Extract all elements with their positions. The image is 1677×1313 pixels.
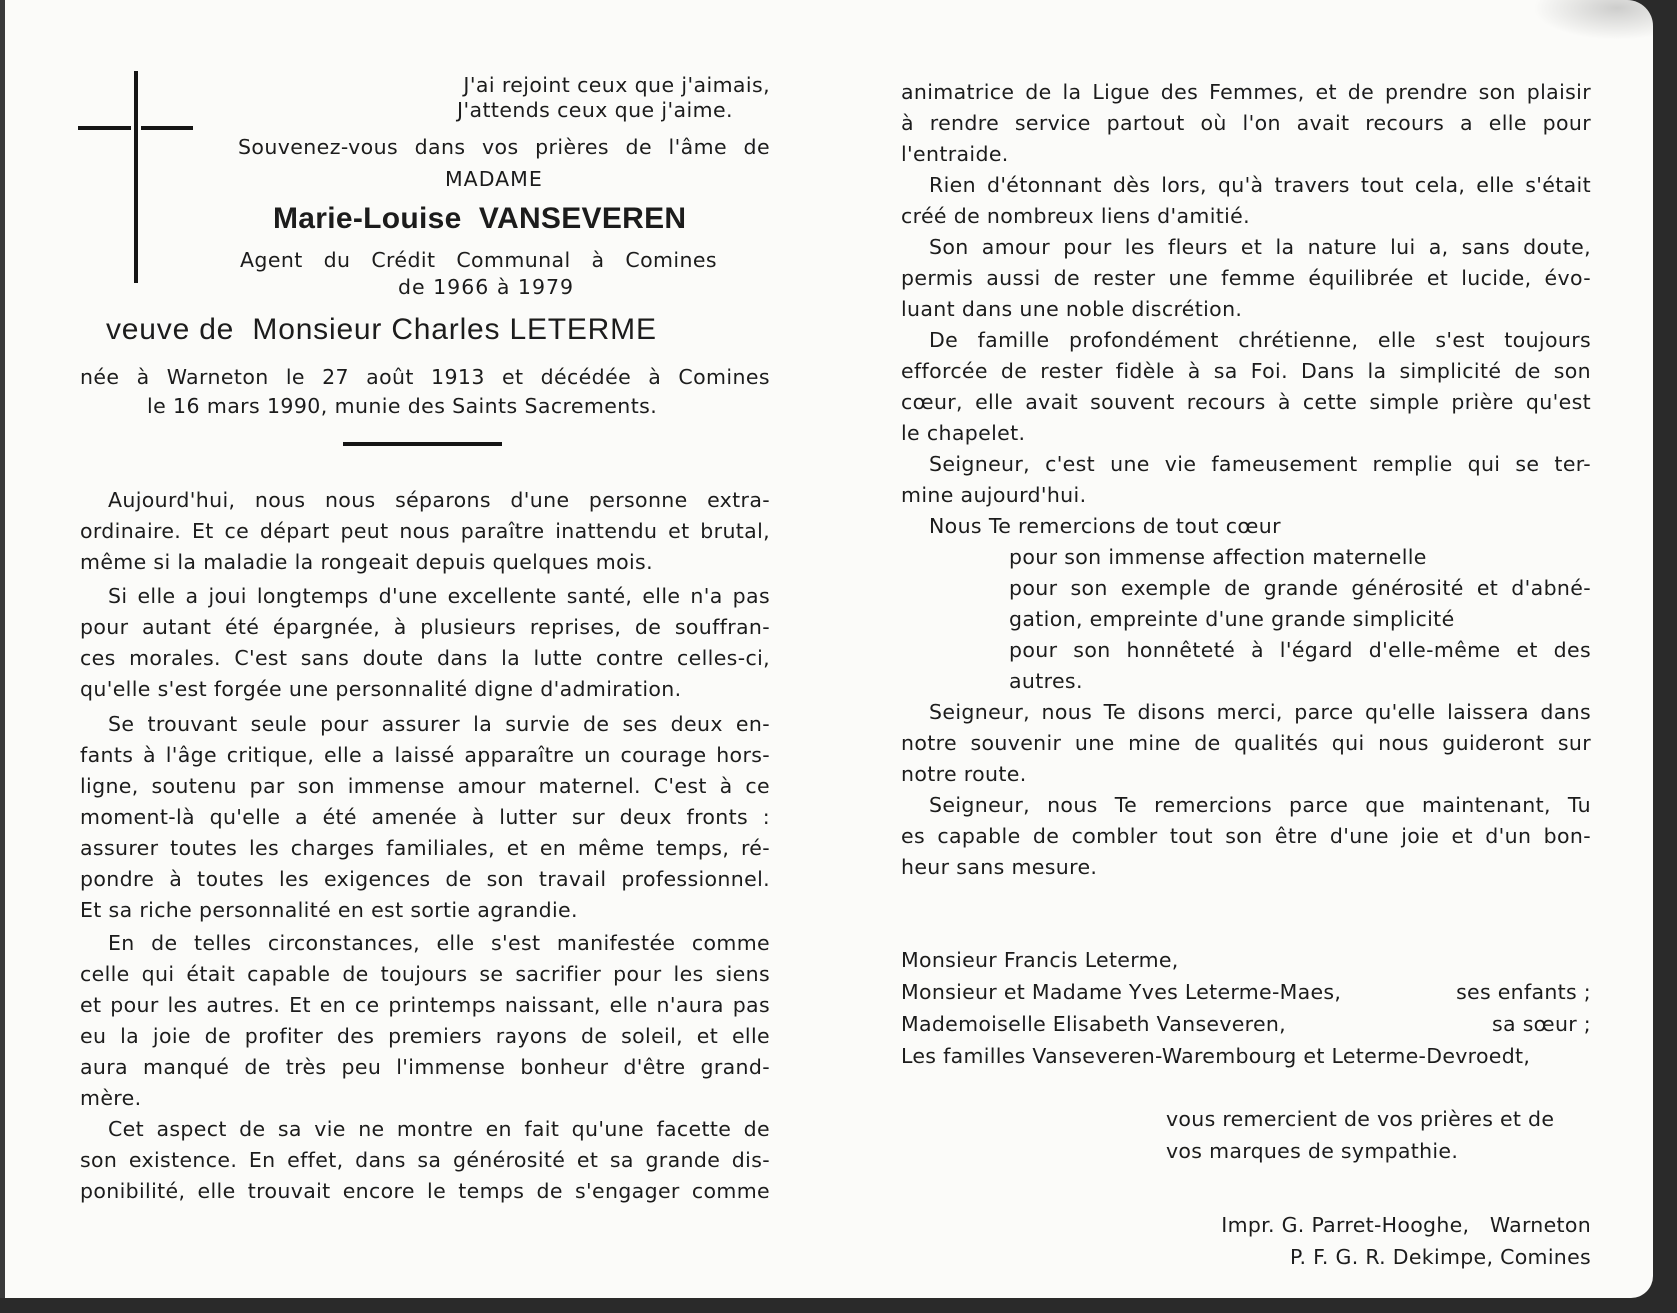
text-line: à rendre service partout où l'on avait recours a elle pour xyxy=(901,111,1591,135)
text-line: notre souvenir une mine de qualités qui nous guideront sur xyxy=(901,731,1591,755)
text-line: ligne, soutenu par son immense amour maternel. C'est à ce xyxy=(80,774,770,798)
text-line: ponibilité, elle trouvait encore le temps de s'engager comme xyxy=(80,1179,770,1203)
text-line: celle qui était capable de toujours se sacrifier pour les siens xyxy=(80,962,770,986)
occupation: Agent du Crédit Communal à Comines xyxy=(240,248,717,272)
text-line: Aujourd'hui, nous nous séparons d'une personne extra- xyxy=(108,488,770,512)
separator-rule xyxy=(343,442,502,446)
paragraph xyxy=(901,511,1591,542)
paragraph xyxy=(901,635,1591,697)
text-line: Seigneur, nous Te remercions parce que maintenant, Tu xyxy=(929,793,1591,817)
text-line: eu la joie de profiter des premiers rayons de soleil, et elle xyxy=(80,1024,770,1048)
paragraph xyxy=(901,170,1591,232)
text-line: pondre à toutes les exigences de son travail professionnel. xyxy=(80,867,770,891)
text-line: De famille profondément chrétienne, elle s'est toujours xyxy=(929,328,1591,352)
widow-of: veuve de Monsieur Charles LETERME xyxy=(106,313,657,346)
text-line: qu'elle s'est forgée une personnalité digne d'admiration. xyxy=(80,677,682,701)
birth-death-line-2: le 16 mars 1990, munie des Saints Sacrements. xyxy=(147,394,658,418)
text-line: notre route. xyxy=(901,762,1027,786)
paper-smudge xyxy=(1533,0,1653,40)
paragraph xyxy=(901,790,1591,883)
text-line: luant dans une noble discrétion. xyxy=(901,297,1243,321)
family-names: Les familles Vanseveren-Warembourg et Leterme-Devroedt, xyxy=(901,1044,1531,1068)
family-names: Monsieur Francis Leterme, xyxy=(901,948,1179,972)
family-line xyxy=(901,976,1591,1008)
text-line: assurer toutes les charges familiales, et en même temps, ré- xyxy=(80,836,770,860)
family-line xyxy=(901,1008,1591,1040)
title-prefix: MADAME xyxy=(445,167,543,191)
family-names: Monsieur et Madame Yves Leterme-Maes, xyxy=(901,980,1342,1004)
text-line: créé de nombreux liens d'amitié. xyxy=(901,204,1251,228)
text-line: pour autant été épargnée, à plusieurs reprises, de souffran- xyxy=(80,615,770,639)
left-column xyxy=(80,485,770,1207)
text-line: moment-là qu'elle a été amenée à lutter sur deux fronts : xyxy=(80,805,770,829)
paragraph xyxy=(901,232,1591,325)
text-line: pour son exemple de grande générosité et d'abné- xyxy=(1009,576,1591,600)
text-line: le chapelet. xyxy=(901,421,1026,445)
text-line: animatrice de la Ligue des Femmes, et de prendre son plaisir xyxy=(901,80,1591,104)
printer-line-2: P. F. G. R. Dekimpe, Comines xyxy=(1290,1245,1591,1269)
text-line: gation, empreinte d'une grande simplicité xyxy=(1009,607,1455,631)
paragraph xyxy=(901,325,1591,449)
paragraph xyxy=(80,709,770,926)
text-line: Son amour pour les fleurs et la nature lui a, sans doute, xyxy=(929,235,1591,259)
text-line: aura manqué de très peu l'immense bonheur d'être grand- xyxy=(80,1055,770,1079)
text-line: heur sans mesure. xyxy=(901,855,1098,879)
invocation: Souvenez-vous dans vos prières de l'âme de xyxy=(238,135,770,159)
text-line: En de telles circonstances, elle s'est manifestée comme xyxy=(108,931,770,955)
epigraph-line-2: J'attends ceux que j'aime. xyxy=(457,98,733,122)
paragraph xyxy=(901,77,1591,170)
text-line: cœur, elle avait souvent recours à cette simple prière qu'est xyxy=(901,390,1591,414)
text-line: Seigneur, c'est une vie fameusement remplie qui se ter- xyxy=(929,452,1591,476)
family-relation: sa sœur ; xyxy=(1492,1012,1591,1036)
birth-death-line-1: née à Warneton le 27 août 1913 et décédée à Comines xyxy=(80,365,770,389)
text-line: pour son honnêteté à l'égard d'elle-même et des xyxy=(1009,638,1591,662)
text-line: son existence. En effet, dans sa générosité et sa grande dis- xyxy=(80,1148,770,1172)
family-line xyxy=(901,1040,1591,1072)
right-column xyxy=(901,77,1591,883)
text-line: Nous Te remercions de tout cœur xyxy=(929,514,1281,538)
family-line xyxy=(901,944,1591,976)
paragraph xyxy=(901,573,1591,635)
thanks-line-1: vous remercient de vos prières et de xyxy=(1166,1107,1555,1131)
family-names: Mademoiselle Elisabeth Vanseveren, xyxy=(901,1012,1286,1036)
text-line: permis aussi de rester une femme équilibrée et lucide, évo- xyxy=(901,266,1591,290)
text-line: ordinaire. Et ce départ peut nous paraître inattendu et brutal, xyxy=(80,519,770,543)
paragraph xyxy=(80,581,770,705)
text-line: es capable de combler tout son être d'une joie et d'un bon- xyxy=(901,824,1591,848)
paragraph xyxy=(901,542,1591,573)
paragraph xyxy=(80,485,770,578)
epigraph-line-1: J'ai rejoint ceux que j'aimais, xyxy=(463,73,770,97)
text-line: efforcée de rester fidèle à sa Foi. Dans la simplicité de son xyxy=(901,359,1591,383)
text-line: autres. xyxy=(1009,669,1083,693)
paragraph xyxy=(80,928,770,1114)
text-line: Cet aspect de sa vie ne montre en fait qu'une facette de xyxy=(108,1117,770,1141)
text-line: Et sa riche personnalité en est sortie agrandie. xyxy=(80,898,578,922)
paragraph xyxy=(901,449,1591,511)
thanks-line-2: vos marques de sympathie. xyxy=(1166,1139,1459,1163)
paragraph xyxy=(901,697,1591,790)
text-line: mine aujourd'hui. xyxy=(901,483,1087,507)
text-line: Se trouvant seule pour assurer la survie de ses deux en- xyxy=(108,712,770,736)
text-line: Rien d'étonnant dès lors, qu'à travers tout cela, elle s'était xyxy=(929,173,1591,197)
text-line: et pour les autres. Et en ce printemps naissant, elle n'aura pas xyxy=(80,993,770,1017)
text-line: mère. xyxy=(80,1086,142,1110)
text-line: Seigneur, nous Te disons merci, parce qu'elle laissera dans xyxy=(929,700,1591,724)
text-line: fants à l'âge critique, elle a laissé apparaître un courage hors- xyxy=(80,743,770,767)
text-line: l'entraide. xyxy=(901,142,1009,166)
printer-line-1: Impr. G. Parret-Hooghe, Warneton xyxy=(1221,1213,1591,1237)
text-line: Si elle a joui longtemps d'une excellente santé, elle n'a pas xyxy=(108,584,770,608)
family-relation: ses enfants ; xyxy=(1456,980,1591,1004)
text-line: pour son immense affection maternelle xyxy=(1009,545,1427,569)
text-line: même si la maladie la rongeait depuis quelques mois. xyxy=(80,550,653,574)
occupation-period: de 1966 à 1979 xyxy=(398,275,575,299)
text-line: ces morales. C'est sans doute dans la lutte contre celles-ci, xyxy=(80,646,770,670)
deceased-name: Marie-Louise VANSEVEREN xyxy=(273,202,687,235)
paragraph xyxy=(80,1114,770,1207)
